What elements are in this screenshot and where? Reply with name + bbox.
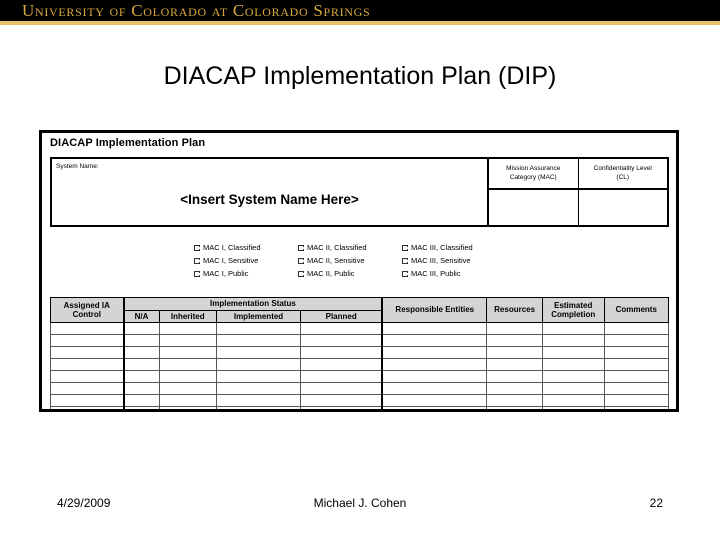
footer-page-number: 22 xyxy=(649,496,663,510)
table-row xyxy=(51,335,669,347)
table-cell[interactable] xyxy=(301,407,383,413)
table-cell[interactable] xyxy=(159,395,216,407)
table-cell[interactable] xyxy=(216,359,300,371)
cl-column xyxy=(579,159,668,225)
table-cell[interactable] xyxy=(51,395,124,407)
table-cell[interactable] xyxy=(487,323,543,335)
mac-checkbox-item[interactable] xyxy=(194,254,298,267)
table-cell[interactable] xyxy=(301,335,383,347)
checkbox-icon[interactable] xyxy=(402,271,408,277)
table-cell[interactable] xyxy=(216,323,300,335)
th-estimated-completion xyxy=(542,298,604,323)
footer-date: 4/29/2009 xyxy=(57,496,111,510)
cl-value-cell[interactable] xyxy=(579,190,668,225)
table-cell[interactable] xyxy=(216,371,300,383)
th-comments: Comments xyxy=(604,298,668,323)
checkbox-icon[interactable] xyxy=(298,271,304,277)
checkbox-icon[interactable] xyxy=(194,271,200,277)
mac-checkbox-label: MAC III, Classified xyxy=(411,243,473,252)
table-cell[interactable] xyxy=(542,347,604,359)
th-planned: Planned xyxy=(301,310,383,323)
cl-header-line-2: (CL) xyxy=(616,173,630,181)
table-cell[interactable] xyxy=(604,323,668,335)
table-cell[interactable] xyxy=(382,395,487,407)
table-row xyxy=(51,359,669,371)
mac-checkbox-label: MAC I, Classified xyxy=(203,243,261,252)
system-identification-block xyxy=(50,157,669,227)
table-cell[interactable] xyxy=(487,359,543,371)
th-assigned-ia-control xyxy=(51,298,124,323)
table-cell[interactable] xyxy=(159,323,216,335)
table-cell[interactable] xyxy=(216,347,300,359)
table-cell[interactable] xyxy=(124,347,159,359)
cl-column-header xyxy=(579,159,668,190)
checkbox-icon[interactable] xyxy=(298,258,304,264)
table-cell[interactable] xyxy=(604,347,668,359)
mac-checkbox-item[interactable] xyxy=(298,241,402,254)
th-assigned-ia-control-line-2: Control xyxy=(72,310,101,319)
table-cell[interactable] xyxy=(487,407,543,413)
table-cell[interactable] xyxy=(124,359,159,371)
th-resources: Resources xyxy=(487,298,543,323)
table-cell[interactable] xyxy=(542,407,604,413)
table-cell[interactable] xyxy=(51,407,124,413)
th-na: N/A xyxy=(124,310,159,323)
table-cell[interactable] xyxy=(124,383,159,395)
checkbox-icon[interactable] xyxy=(298,245,304,251)
th-implementation-status-group: Implementation Status xyxy=(124,298,383,311)
table-cell[interactable] xyxy=(159,347,216,359)
mac-checkbox-item[interactable] xyxy=(402,254,514,267)
table-cell[interactable] xyxy=(542,335,604,347)
mac-checkbox-label: MAC II, Classified xyxy=(307,243,367,252)
table-cell[interactable] xyxy=(51,347,124,359)
mac-column-header xyxy=(489,159,578,190)
table-cell[interactable] xyxy=(382,407,487,413)
th-estimated-completion-line-1: Estimated xyxy=(554,300,593,310)
table-cell[interactable] xyxy=(51,335,124,347)
dip-form-image xyxy=(39,130,679,412)
mac-header-line-2: Category (MAC) xyxy=(509,173,557,181)
table-cell[interactable] xyxy=(216,335,300,347)
mac-checkbox-item[interactable] xyxy=(298,254,402,267)
table-cell[interactable] xyxy=(124,407,159,413)
footer-author: Michael J. Cohen xyxy=(313,496,407,510)
table-cell[interactable] xyxy=(604,335,668,347)
table-cell[interactable] xyxy=(301,383,383,395)
mac-column xyxy=(489,159,579,225)
mac-checkbox-label: MAC II, Sensitive xyxy=(307,256,365,265)
th-estimated-completion-line-2: Completion xyxy=(551,310,596,319)
table-cell[interactable] xyxy=(216,407,300,413)
table-cell[interactable] xyxy=(604,359,668,371)
university-banner-title: University of Colorado at Colorado Springs xyxy=(22,1,371,20)
table-cell[interactable] xyxy=(542,395,604,407)
cl-header-line-1: Confidentiality Level xyxy=(593,165,652,172)
table-cell[interactable] xyxy=(487,335,543,347)
table-cell[interactable] xyxy=(301,359,383,371)
th-implemented: Implemented xyxy=(216,310,300,323)
table-cell[interactable] xyxy=(124,335,159,347)
table-cell[interactable] xyxy=(301,347,383,359)
table-cell[interactable] xyxy=(382,371,487,383)
table-cell[interactable] xyxy=(487,347,543,359)
table-cell[interactable] xyxy=(301,395,383,407)
table-cell[interactable] xyxy=(124,323,159,335)
table-cell[interactable] xyxy=(382,359,487,371)
table-cell[interactable] xyxy=(542,371,604,383)
table-cell[interactable] xyxy=(51,383,124,395)
mac-checkbox-item[interactable] xyxy=(298,267,402,280)
th-responsible-entities: Responsible Entities xyxy=(382,298,487,323)
table-cell[interactable] xyxy=(487,383,543,395)
table-header-row-top xyxy=(51,298,669,311)
table-cell[interactable] xyxy=(604,383,668,395)
checkbox-icon[interactable] xyxy=(194,258,200,264)
table-cell[interactable] xyxy=(216,383,300,395)
table-cell[interactable] xyxy=(542,323,604,335)
system-name-label: System Name: xyxy=(56,163,99,170)
table-row xyxy=(51,323,669,335)
mac-value-cell[interactable] xyxy=(489,190,578,225)
table-row xyxy=(51,347,669,359)
mac-header-line-1: Mission Assurance xyxy=(506,165,561,172)
table-row xyxy=(51,395,669,407)
table-cell[interactable] xyxy=(124,371,159,383)
mac-checkbox-item[interactable] xyxy=(194,267,298,280)
table-cell[interactable] xyxy=(159,359,216,371)
table-cell[interactable] xyxy=(382,323,487,335)
page-title: DIACAP Implementation Plan (DIP) xyxy=(163,62,557,90)
table-cell[interactable] xyxy=(382,335,487,347)
table-cell[interactable] xyxy=(51,323,124,335)
th-assigned-ia-control-line-1: Assigned IA xyxy=(63,300,110,310)
form-heading: DIACAP Implementation Plan xyxy=(50,137,206,149)
table-cell[interactable] xyxy=(604,395,668,407)
implementation-status-table xyxy=(50,297,669,412)
mac-classification-checkbox-group xyxy=(194,241,514,280)
table-cell[interactable] xyxy=(159,407,216,413)
table-cell[interactable] xyxy=(216,395,300,407)
table-cell[interactable] xyxy=(487,371,543,383)
table-cell[interactable] xyxy=(159,335,216,347)
system-name-value[interactable]: <Insert System Name Here> xyxy=(180,192,359,207)
table-row xyxy=(51,407,669,413)
university-banner xyxy=(0,0,720,25)
checkbox-icon[interactable] xyxy=(194,245,200,251)
th-inherited: Inherited xyxy=(159,310,216,323)
table-cell[interactable] xyxy=(382,383,487,395)
table-cell[interactable] xyxy=(301,323,383,335)
table-cell[interactable] xyxy=(159,371,216,383)
mac-checkbox-item[interactable] xyxy=(402,267,514,280)
table-cell[interactable] xyxy=(124,395,159,407)
table-cell[interactable] xyxy=(604,407,668,413)
mac-checkbox-label: MAC III, Sensitive xyxy=(411,256,471,265)
mac-checkbox-item[interactable] xyxy=(402,241,514,254)
mac-checkbox-label: MAC I, Sensitive xyxy=(203,256,259,265)
table-cell[interactable] xyxy=(382,347,487,359)
checkbox-icon[interactable] xyxy=(402,245,408,251)
table-cell[interactable] xyxy=(487,395,543,407)
checkbox-icon[interactable] xyxy=(402,258,408,264)
table-cell[interactable] xyxy=(159,383,216,395)
table-cell[interactable] xyxy=(51,359,124,371)
mac-checkbox-label: MAC II, Public xyxy=(307,269,355,278)
table-row xyxy=(51,383,669,395)
table-cell[interactable] xyxy=(542,383,604,395)
table-cell[interactable] xyxy=(51,371,124,383)
table-cell[interactable] xyxy=(301,371,383,383)
table-cell[interactable] xyxy=(604,371,668,383)
mac-checkbox-label: MAC I, Public xyxy=(203,269,249,278)
table-cell[interactable] xyxy=(542,359,604,371)
table-body xyxy=(51,323,669,413)
mac-checkbox-label: MAC III, Public xyxy=(411,269,461,278)
table-row xyxy=(51,371,669,383)
system-name-cell xyxy=(52,159,489,225)
mac-checkbox-item[interactable] xyxy=(194,241,298,254)
